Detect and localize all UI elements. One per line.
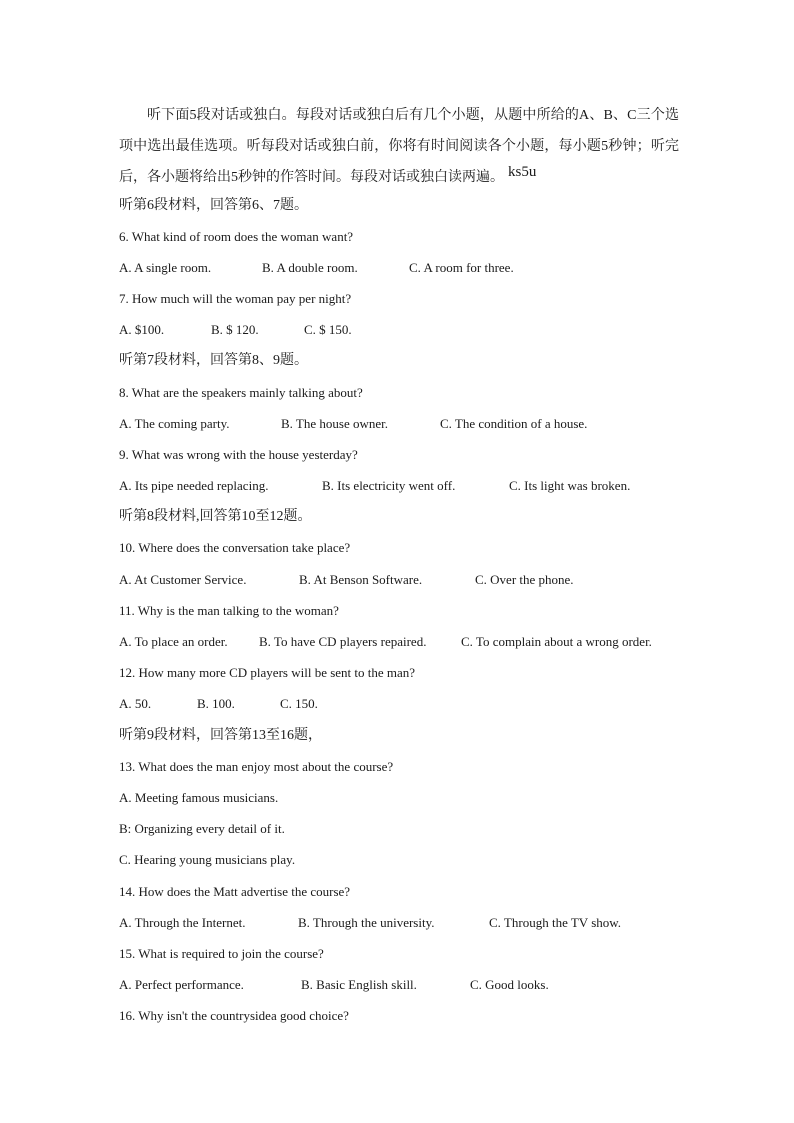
question-15-options: [119, 976, 549, 994]
q8-option-b[interactable]: B. The house owner.: [281, 416, 388, 431]
q7-option-c[interactable]: C. $ 150.: [304, 322, 352, 337]
q12-option-a[interactable]: A. 50.: [119, 696, 152, 711]
q10-option-b[interactable]: B. At Benson Software.: [299, 572, 423, 587]
q6-option-b[interactable]: B. A double room.: [262, 260, 358, 275]
q14-option-a[interactable]: A. Through the Internet.: [119, 915, 246, 930]
q13-option-b[interactable]: B: Organizing every detail of it.: [119, 821, 285, 836]
question-15-stem: 15. What is required to join the course?: [119, 946, 324, 961]
q7-option-a[interactable]: A. $100.: [119, 322, 165, 337]
section-heading-6: 听第6段材料，回答第6、7题。: [119, 198, 308, 213]
q10-option-a[interactable]: A. At Customer Service.: [119, 572, 247, 587]
q6-option-a[interactable]: A. A single room.: [119, 260, 212, 275]
section-heading-7: 听第7段材料，回答第8、9题。: [119, 353, 308, 368]
watermark-text: ks5u: [508, 164, 537, 180]
q9-option-a[interactable]: A. Its pipe needed replacing.: [119, 478, 269, 493]
q15-option-b[interactable]: B. Basic English skill.: [301, 977, 417, 992]
question-12-options: [119, 695, 318, 713]
question-13-stem: 13. What does the man enjoy most about the course?: [119, 759, 394, 774]
q6-option-c[interactable]: C. A room for three.: [409, 260, 514, 275]
q14-option-b[interactable]: B. Through the university.: [298, 915, 435, 930]
question-9-options: [119, 477, 630, 495]
question-9-stem: 9. What was wrong with the house yesterday?: [119, 447, 358, 462]
q15-option-a[interactable]: A. Perfect performance.: [119, 977, 244, 992]
q13-option-c[interactable]: C. Hearing young musicians play.: [119, 852, 296, 867]
q8-option-c[interactable]: C. The condition of a house.: [440, 416, 588, 431]
question-10-options: [119, 571, 574, 589]
question-11-stem: 11. Why is the man talking to the woman?: [119, 603, 339, 618]
question-8-options: [119, 415, 587, 433]
instructions-paragraph: [119, 100, 679, 193]
q12-option-c[interactable]: C. 150.: [280, 696, 318, 711]
question-8-stem: 8. What are the speakers mainly talking about?: [119, 385, 363, 400]
question-12-stem: 12. How many more CD players will be sent to the man?: [119, 665, 416, 680]
q8-option-a[interactable]: A. The coming party.: [119, 416, 230, 431]
q15-option-c[interactable]: C. Good looks.: [470, 977, 549, 992]
question-16-stem: 16. Why isn't the countrysidea good choice?: [119, 1008, 349, 1023]
question-11-options: [119, 633, 652, 651]
question-6-options: [119, 259, 514, 277]
instructions-text: 听下面5段对话或独白。每段对话或独白后有几个小题，从题中所给的A、B、C三个选项中选出最佳选项。听每段对话或独白前，你将有时间阅读各个小题，每小题5秒钟；听完后，各小题将给出5秒钟的作答时间。每段对话或独白读两遍。: [119, 108, 679, 185]
section-heading-8: 听第8段材料,回答第10至12题。: [119, 509, 312, 524]
question-14-options: [119, 914, 621, 932]
question-7-options: [119, 321, 352, 339]
q13-option-a[interactable]: A. Meeting famous musicians.: [119, 790, 279, 805]
q11-option-c[interactable]: C. To complain about a wrong order.: [461, 634, 652, 649]
q11-option-a[interactable]: A. To place an order.: [119, 634, 228, 649]
q10-option-c[interactable]: C. Over the phone.: [475, 572, 574, 587]
question-10-stem: 10. Where does the conversation take place?: [119, 540, 351, 555]
question-14-stem: 14. How does the Matt advertise the course?: [119, 884, 351, 899]
question-6-stem: 6. What kind of room does the woman want?: [119, 229, 354, 244]
section-heading-9: 听第9段材料，回答第13至16题，: [119, 728, 322, 743]
q9-option-c[interactable]: C. Its light was broken.: [509, 478, 631, 493]
q7-option-b[interactable]: B. $ 120.: [211, 322, 259, 337]
q12-option-b[interactable]: B. 100.: [197, 696, 235, 711]
q9-option-b[interactable]: B. Its electricity went off.: [322, 478, 456, 493]
q11-option-b[interactable]: B. To have CD players repaired.: [259, 634, 427, 649]
q14-option-c[interactable]: C. Through the TV show.: [489, 915, 622, 930]
question-7-stem: 7. How much will the woman pay per night?: [119, 291, 352, 306]
